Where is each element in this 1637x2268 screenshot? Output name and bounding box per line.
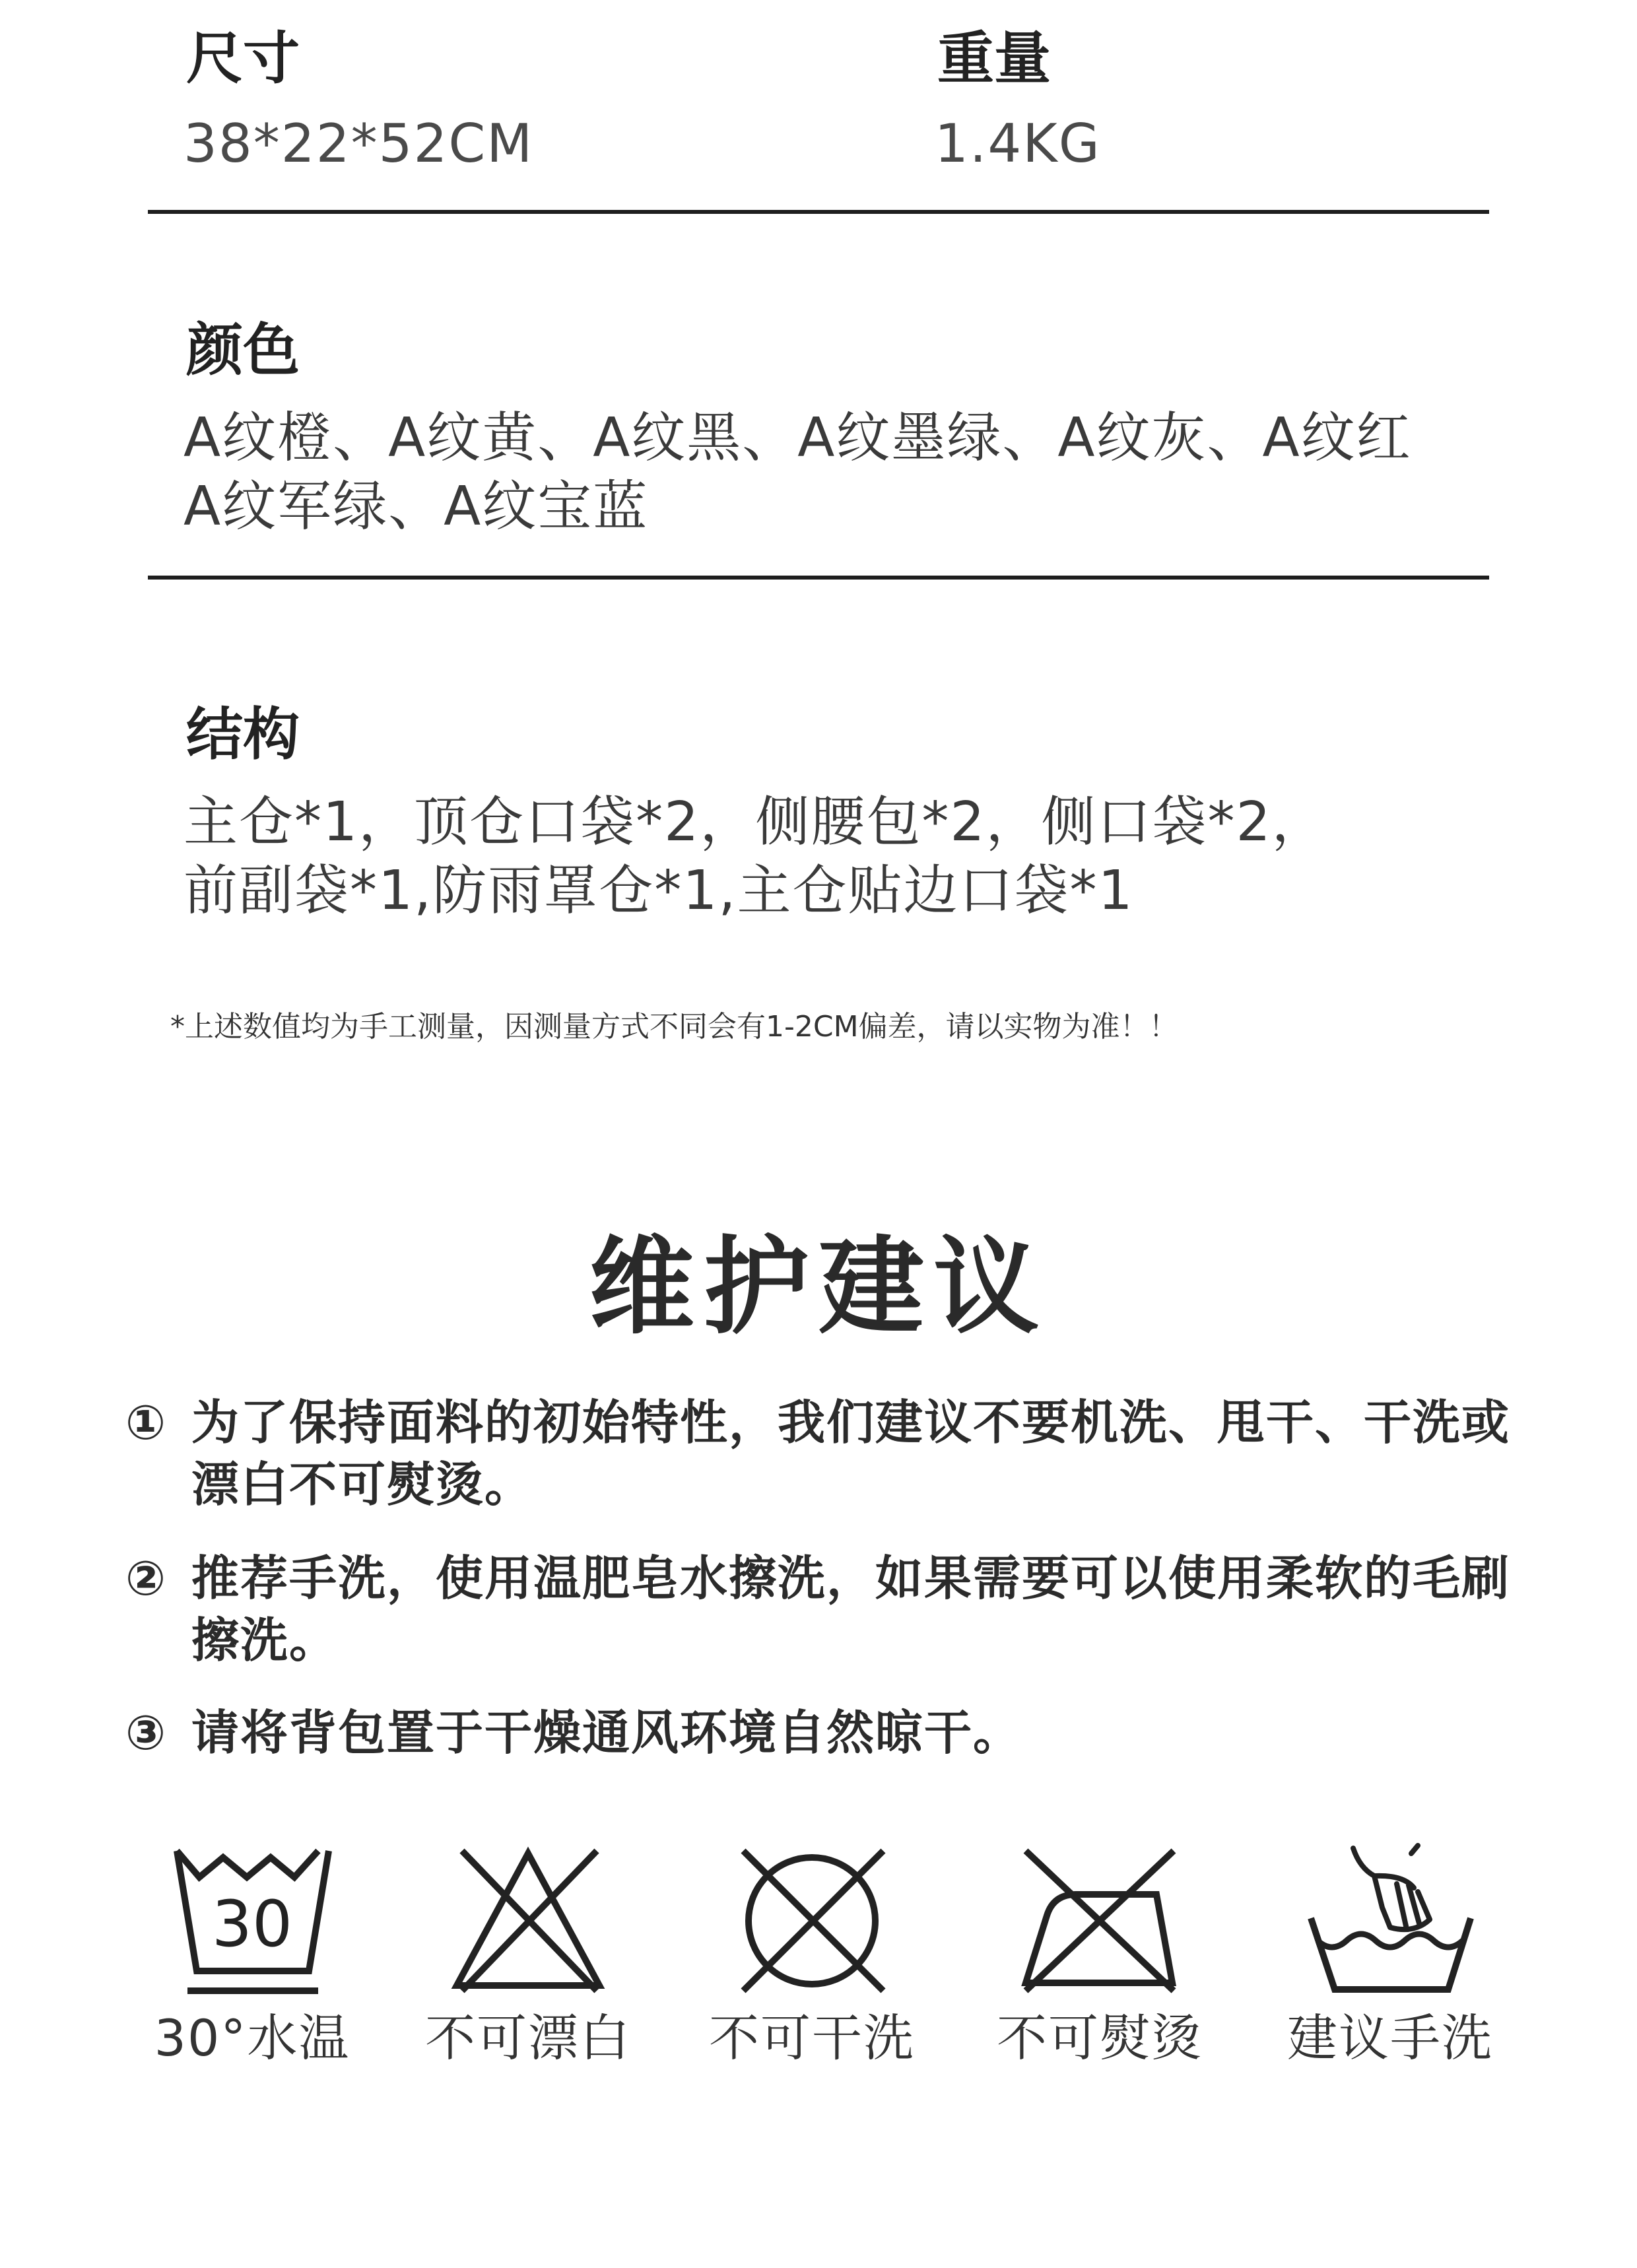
care-item-text bbox=[191, 1702, 1518, 1764]
care-symbol-wash-30 bbox=[127, 1842, 378, 2067]
structure-line-2: 前副袋*1,防雨罩仓*1,主仓贴边口袋*1 bbox=[184, 859, 1134, 922]
no-iron-icon bbox=[1007, 1842, 1192, 2000]
size-label: 尺寸 bbox=[186, 26, 300, 92]
hand-wash-icon bbox=[1298, 1842, 1483, 2000]
divider bbox=[148, 576, 1489, 580]
size-value: 38*22*52CM bbox=[184, 113, 534, 174]
care-item-line: 请将背包置于干燥通风环境自然晾干。 bbox=[191, 1705, 1022, 1760]
color-label: 颜色 bbox=[186, 317, 300, 384]
no-bleach-icon bbox=[436, 1842, 620, 2000]
care-symbol-label: 不可熨烫 bbox=[997, 2009, 1203, 2067]
care-item-line: 为了保持面料的初始特性，我们建议不要机洗、甩干、干洗或 bbox=[191, 1395, 1511, 1450]
care-symbol-no-iron bbox=[974, 1842, 1225, 2067]
care-item-line: 漂白不可熨烫。 bbox=[191, 1457, 534, 1512]
care-item-text bbox=[191, 1547, 1518, 1671]
care-item-1 bbox=[125, 1391, 1518, 1516]
divider bbox=[148, 210, 1489, 214]
care-item-2 bbox=[125, 1547, 1518, 1671]
structure-line-1: 主仓*1，顶仓口袋*2，侧腰包*2，侧口袋*2， bbox=[184, 791, 1327, 853]
no-dry-clean-icon bbox=[719, 1842, 904, 2000]
care-item-line: 擦洗。 bbox=[191, 1613, 339, 1668]
care-symbol-label: 不可漂白 bbox=[425, 2009, 631, 2067]
care-symbol-hand-wash bbox=[1265, 1842, 1516, 2067]
item-number: ② bbox=[125, 1551, 166, 1606]
care-symbol-label: 不可干洗 bbox=[709, 2009, 915, 2067]
wash-temperature-number: 30 bbox=[211, 1887, 293, 1961]
care-symbol-label: 30°水温 bbox=[154, 2009, 351, 2067]
care-symbol-no-bleach bbox=[403, 1842, 653, 2067]
care-item-text bbox=[191, 1391, 1518, 1516]
weight-label: 重量 bbox=[937, 26, 1051, 92]
care-item-line: 推荐手洗，使用温肥皂水擦洗，如果需要可以使用柔软的毛刷 bbox=[191, 1551, 1511, 1606]
color-line-2: A纹军绿、A纹宝蓝 bbox=[184, 475, 649, 538]
measurement-note: *上述数值均为手工测量，因测量方式不同会有1-2CM偏差，请以实物为准！！ bbox=[170, 1010, 1178, 1044]
color-line-1: A纹橙、A纹黄、A纹黑、A纹墨绿、A纹灰、A纹红 bbox=[184, 407, 1412, 469]
care-symbol-label: 建议手洗 bbox=[1287, 2009, 1493, 2067]
care-symbol-no-dry-clean bbox=[686, 1842, 937, 2067]
item-number: ① bbox=[125, 1395, 166, 1450]
structure-label: 结构 bbox=[186, 702, 300, 768]
care-title: 维护建议 bbox=[588, 1225, 1048, 1349]
weight-value: 1.4KG bbox=[935, 113, 1101, 174]
wash-30-icon bbox=[160, 1842, 345, 2000]
item-number: ③ bbox=[125, 1705, 166, 1760]
care-item-3 bbox=[125, 1702, 1518, 1764]
